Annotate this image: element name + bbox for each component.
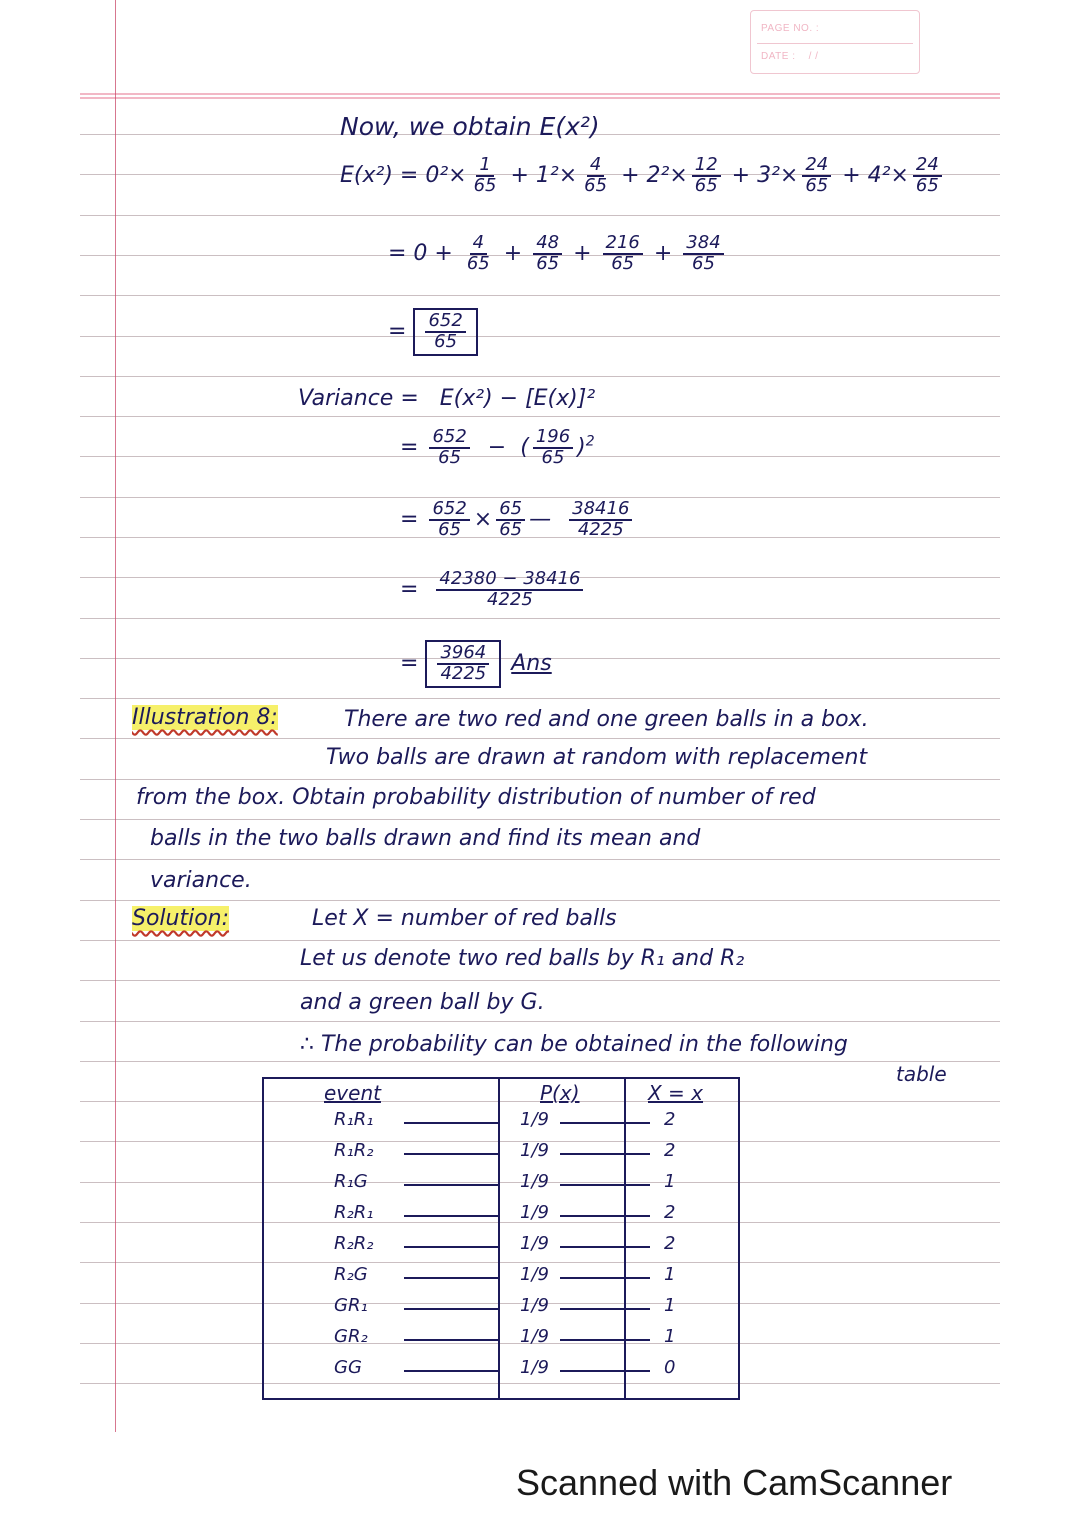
ruled-line bbox=[80, 900, 1000, 901]
connector-line bbox=[404, 1308, 500, 1310]
ruled-line bbox=[80, 1061, 1000, 1062]
connector-line bbox=[404, 1370, 500, 1372]
event-cell: GR₁ bbox=[334, 1295, 368, 1316]
ex2-expansion: E(x²) = 0²× $\frac{1}{65}$ + 1²× $\frac{4}{65}$ + 2²× $\frac{12}{65}$ + 3²× $\frac{24}{65}$ + 4²× $\frac{24}{65}$ bbox=[340, 156, 946, 196]
table-row bbox=[264, 1295, 738, 1322]
variance-step3: = $\frac{42380 - 38416}{4225}$ bbox=[400, 570, 587, 610]
x-value-cell: 1 bbox=[664, 1295, 676, 1316]
connector-line bbox=[560, 1122, 650, 1124]
probability-cell: 1/9 bbox=[520, 1171, 549, 1192]
variance-step1: = $\frac{652}{65}$ − ( $\frac{196}{65}$ )$^2$ bbox=[400, 426, 595, 468]
x-value-cell: 2 bbox=[664, 1233, 676, 1254]
event-cell: R₂R₁ bbox=[334, 1202, 374, 1223]
ruled-line bbox=[80, 416, 1000, 417]
x-value-cell: 2 bbox=[664, 1140, 676, 1161]
solution-line: Let X = number of red balls bbox=[312, 906, 617, 931]
x-value-cell: 0 bbox=[664, 1357, 676, 1378]
table-row bbox=[264, 1140, 738, 1167]
connector-line bbox=[404, 1122, 500, 1124]
page-no-label: PAGE NO. : bbox=[761, 23, 820, 34]
table-row bbox=[264, 1357, 738, 1384]
ruled-line bbox=[80, 859, 1000, 860]
table-row bbox=[264, 1171, 738, 1198]
ex2-intro: Now, we obtain E(x²) bbox=[340, 112, 600, 141]
event-cell: R₂G bbox=[334, 1264, 368, 1285]
connector-line bbox=[560, 1184, 650, 1186]
solution-line: ∴ The probability can be obtained in the following bbox=[300, 1032, 848, 1057]
header-rule bbox=[80, 93, 1000, 95]
ruled-line bbox=[80, 980, 1000, 981]
ruled-line bbox=[80, 940, 1000, 941]
date-label: DATE : / / bbox=[761, 51, 819, 62]
variance-step2: = $\frac{652}{65}$ × $\frac{65}{65}$ — $\frac{38416}{4225}$ bbox=[400, 500, 636, 540]
event-cell: R₁R₂ bbox=[334, 1140, 374, 1161]
probability-cell: 1/9 bbox=[520, 1109, 549, 1130]
variance-result: = $\frac{3964}{4225}$ Ans bbox=[400, 640, 552, 688]
x-value-cell: 1 bbox=[664, 1264, 676, 1285]
table-row bbox=[264, 1202, 738, 1229]
probability-cell: 1/9 bbox=[520, 1140, 549, 1161]
connector-line bbox=[560, 1339, 650, 1341]
table-row bbox=[264, 1264, 738, 1291]
event-cell: R₂R₂ bbox=[334, 1233, 374, 1254]
connector-line bbox=[560, 1215, 650, 1217]
x-value-cell: 1 bbox=[664, 1171, 676, 1192]
probability-table bbox=[262, 1077, 740, 1400]
solution-line: table bbox=[896, 1062, 947, 1086]
ruled-line bbox=[80, 295, 1000, 296]
column-header-x: X = x bbox=[648, 1081, 704, 1105]
connector-line bbox=[404, 1339, 500, 1341]
probability-cell: 1/9 bbox=[520, 1295, 549, 1316]
event-cell: GR₂ bbox=[334, 1326, 368, 1347]
connector-line bbox=[560, 1153, 650, 1155]
ruled-line bbox=[80, 698, 1000, 699]
solution-line: and a green ball by G. bbox=[300, 990, 545, 1015]
x-value-cell: 2 bbox=[664, 1202, 676, 1223]
ruled-line bbox=[80, 336, 1000, 337]
probability-cell: 1/9 bbox=[520, 1233, 549, 1254]
header-rule bbox=[80, 97, 1000, 99]
margin-line bbox=[115, 0, 116, 1432]
solution-line: Let us denote two red balls by R₁ and R₂ bbox=[300, 946, 745, 971]
connector-line bbox=[560, 1246, 650, 1248]
probability-cell: 1/9 bbox=[520, 1202, 549, 1223]
camscanner-watermark: Scanned with CamScanner bbox=[516, 1462, 953, 1503]
probability-cell: 1/9 bbox=[520, 1326, 549, 1347]
ex2-result: = $\frac{652}{65}$ bbox=[388, 308, 478, 356]
ruled-line bbox=[80, 1021, 1000, 1022]
table-row bbox=[264, 1326, 738, 1353]
event-cell: R₁R₁ bbox=[334, 1109, 374, 1130]
connector-line bbox=[404, 1246, 500, 1248]
illustration-heading: Illustration 8: bbox=[132, 705, 278, 730]
table-row bbox=[264, 1109, 738, 1136]
x-value-cell: 1 bbox=[664, 1326, 676, 1347]
connector-line bbox=[404, 1153, 500, 1155]
ruled-line bbox=[80, 738, 1000, 739]
illustration-line: from the box. Obtain probability distribution of number of red bbox=[136, 785, 816, 810]
illustration-line: Two balls are drawn at random with replacement bbox=[326, 745, 868, 770]
ruled-line bbox=[80, 618, 1000, 619]
column-header-event: event bbox=[324, 1081, 381, 1105]
connector-line bbox=[560, 1370, 650, 1372]
connector-line bbox=[404, 1215, 500, 1217]
x-value-cell: 2 bbox=[664, 1109, 676, 1130]
variance-formula: Variance = E(x²) − [E(x)]² bbox=[298, 386, 596, 411]
ex2-step2: = 0 + $\frac{4}{65}$ + $\frac{48}{65}$ + $\frac{216}{65}$ + $\frac{384}{65}$ bbox=[388, 234, 728, 274]
ruled-line bbox=[80, 215, 1000, 216]
illustration-line: balls in the two balls drawn and find its mean and bbox=[150, 826, 701, 851]
solution-heading: Solution: bbox=[132, 906, 230, 931]
connector-line bbox=[560, 1308, 650, 1310]
column-header-px: P(x) bbox=[540, 1081, 580, 1105]
illustration-line: variance. bbox=[150, 868, 252, 893]
ruled-line bbox=[80, 819, 1000, 820]
event-cell: GG bbox=[334, 1357, 362, 1378]
page-date-stamp bbox=[750, 10, 920, 74]
connector-line bbox=[404, 1277, 500, 1279]
ruled-line bbox=[80, 376, 1000, 377]
table-row bbox=[264, 1233, 738, 1260]
probability-cell: 1/9 bbox=[520, 1264, 549, 1285]
connector-line bbox=[404, 1184, 500, 1186]
connector-line bbox=[560, 1277, 650, 1279]
ruled-line bbox=[80, 779, 1000, 780]
illustration-line: There are two red and one green balls in a box. bbox=[344, 707, 869, 732]
ruled-line bbox=[80, 497, 1000, 498]
probability-cell: 1/9 bbox=[520, 1357, 549, 1378]
event-cell: R₁G bbox=[334, 1171, 368, 1192]
